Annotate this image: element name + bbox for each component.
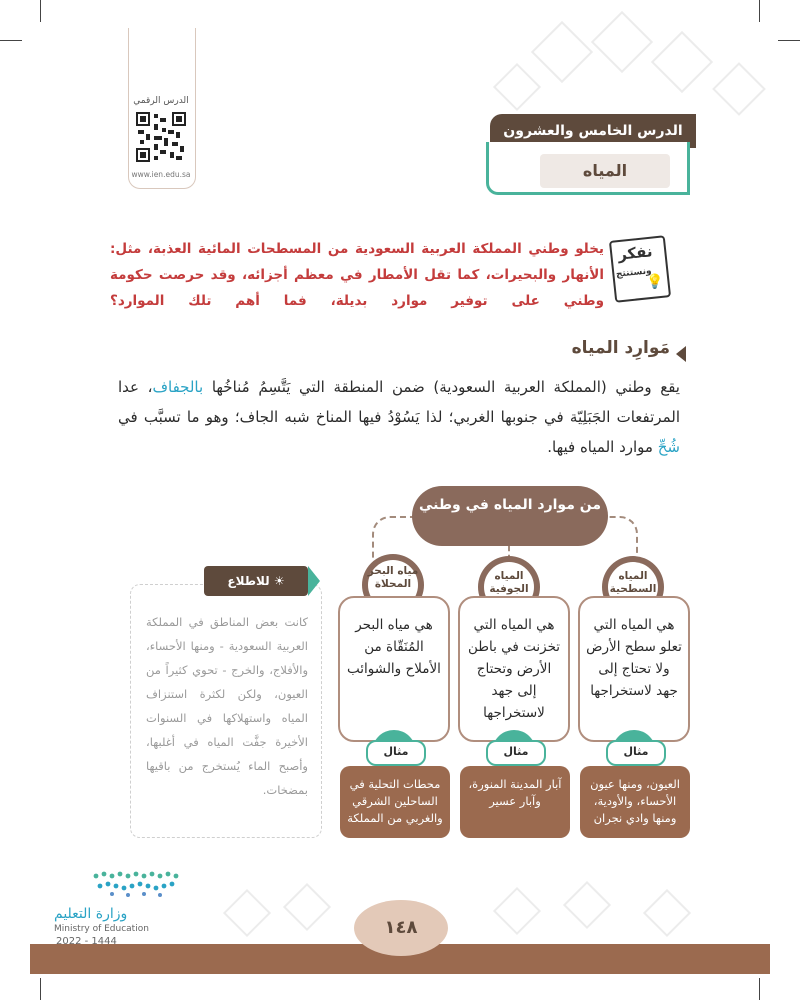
crop-mark [40, 0, 41, 22]
info-tab-text: للاطلاع [227, 574, 270, 588]
decorative-diamond [493, 887, 541, 935]
category-desalinated-water: مياه البحر المحلاة [367, 565, 419, 590]
decorative-diamond [223, 889, 271, 937]
lightbulb-icon: 💡 [646, 274, 664, 290]
info-icon: ☀ [269, 574, 285, 588]
crop-mark [759, 978, 760, 1000]
publication-year: 2022 - 1444 [56, 936, 117, 947]
crop-mark [40, 978, 41, 1000]
decorative-diamond [643, 889, 691, 937]
crop-mark [0, 40, 22, 41]
decorative-diamond [712, 62, 766, 116]
category-surface-water: المياه السطحية [609, 570, 657, 595]
definition-surface-water: هي المياه التي تعلو سطح الأرض ولا تحتاج إلى جهد لاستخراجها [578, 596, 690, 742]
paragraph-text: موارد المياه فيها. [547, 438, 658, 456]
decorative-diamond [283, 883, 331, 931]
lesson-title: المياه [540, 154, 670, 188]
decorative-diamond [531, 21, 593, 83]
digital-lesson-label: الدرس الرقمي [133, 96, 189, 106]
paragraph-text: ، عدا المرتفعات الجَبَلِيّة في جنوبها الغربي؛ لذا يَسُوْدُ فيها المناخ شبه الجاف؛ وهو ما تسبَّب في [118, 378, 680, 426]
category-groundwater: المياه الجوفية [489, 570, 529, 595]
info-tab-arrow-icon [308, 566, 320, 596]
keyword-drought[interactable]: بالجفاف [152, 378, 204, 396]
ministry-logo-icon [88, 868, 182, 898]
decorative-diamond [493, 63, 541, 111]
website-url[interactable]: www.ien.edu.sa [131, 170, 191, 179]
definition-desalinated-water: هي مياه البحر المُنَقّاة من الأملاح والشوائب [338, 596, 450, 742]
info-text: كانت بعض المناطق في المملكة العربية السعودية - ومنها الأحساء، والأفلاج، والخرج - تحوي كثيراً من العيون، ولكن لكثرة استنزاف المياه واستهلاكها في السنوات الأخيرة جفَّت المياه في أغلبها، وأصبح الماء يُستخرج من باقيها بمضخات. [146, 615, 308, 797]
example-desalinated-water: محطات التحلية في الساحلين الشرقي والغربي من المملكة [340, 766, 450, 838]
qr-code-icon[interactable] [136, 112, 186, 162]
decorative-diamond [563, 881, 611, 929]
think-icon-subtitle: ونستنتج [615, 266, 653, 280]
digital-lesson-card [128, 28, 196, 189]
keyword-scarcity[interactable]: شُحِّ [657, 438, 680, 456]
think-question: يخلو وطني المملكة العربية السعودية من المسطحات المائية العذبة، مثل: الأنهار والبحيرات، كما تقل الأمطار في معظم أجزائه، وقد حرصت حكومة وطني على توفير موارد بديلة، فما أهم تلك الموارد؟ [110, 241, 604, 309]
crop-mark [759, 0, 760, 22]
ministry-name-ar: وزارة التعليم [54, 906, 128, 922]
paragraph-text: يقع وطني (المملكة العربية السعودية) ضمن المنطقة التي يَتَّسِمُ مُناخُها [203, 378, 680, 396]
definition-groundwater: هي المياه التي تخزنت في باطن الأرض وتحتاج إلى جهد لاستخراجها [458, 596, 570, 742]
diagram-root-node: من موارد المياه في وطني [412, 486, 608, 546]
info-tab-label [204, 566, 308, 596]
example-surface-water: العيون، ومنها عيون الأحساء، والأودية، ومنها وادي نجران [580, 766, 690, 838]
example-groundwater: آبار المدينة المنورة، وآبار عسير [460, 766, 570, 838]
example-label: مثال [366, 740, 426, 766]
crop-mark [778, 40, 800, 41]
example-label: مثال [606, 740, 666, 766]
section-title: مَوارِد المياه [571, 338, 670, 358]
decorative-diamond [651, 31, 713, 93]
page-number: ١٤٨ [354, 900, 448, 956]
think-icon-title: نفكر [617, 242, 654, 264]
example-label: مثال [486, 740, 546, 766]
section-paragraph [118, 372, 680, 462]
lesson-number: الدرس الخامس والعشرون [490, 114, 696, 148]
ministry-name-en: Ministry of Education [54, 924, 149, 934]
section-arrow-icon [676, 346, 686, 362]
decorative-diamond [591, 11, 653, 73]
